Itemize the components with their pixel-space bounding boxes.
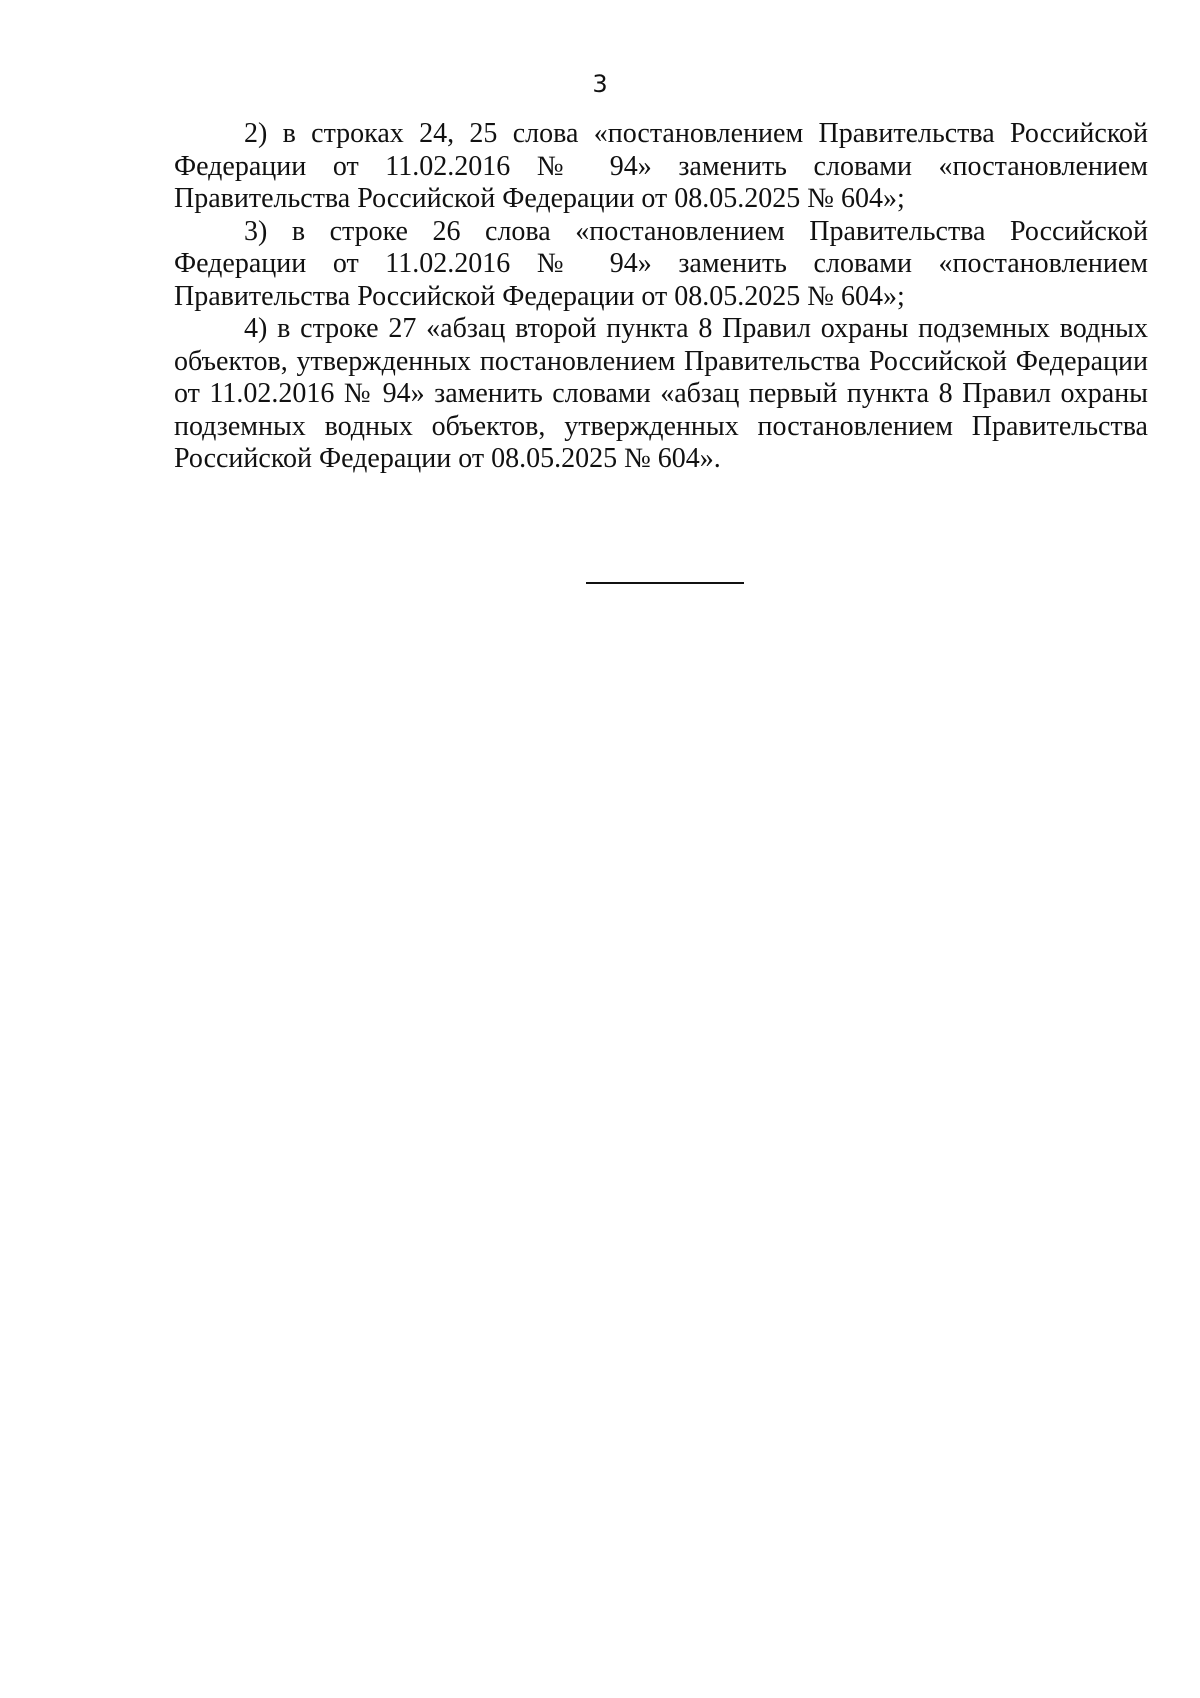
end-separator-line xyxy=(586,582,744,584)
document-body xyxy=(174,118,1148,476)
paragraph-item-3: 3) в строке 26 слова «постановлением Правительства Российской Федерации от 11.02.2016 № 94» заменить словами «постановлением Правительства Российской Федерации от 08.05.2025 № 604»; xyxy=(174,215,1148,312)
paragraph-item-4: 4) в строке 27 «абзац второй пункта 8 Правил охраны подземных водных объектов, утвержденных постановлением Правительства Российской Федерации от 11.02.2016 № 94» заменить словами «абзац первый пункта 8 Правил охраны подземных водных объектов, утвержденных постановлением Правительства Российской Федерации от 08.05.2025 № 604». xyxy=(174,313,1148,474)
paragraph-item-2: 2) в строках 24, 25 слова «постановлением Правительства Российской Федерации от 11.02.2016 № 94» заменить словами «постановлением Правительства Российской Федерации от 08.05.2025 № 604»; xyxy=(174,118,1148,214)
page-number: 3 xyxy=(592,70,608,98)
